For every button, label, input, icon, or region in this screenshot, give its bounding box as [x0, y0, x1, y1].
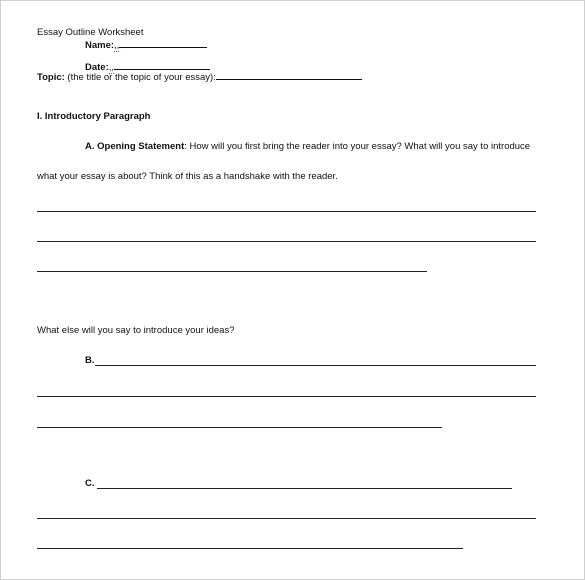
item-c-label: C.	[85, 478, 95, 489]
date-field[interactable]	[114, 60, 210, 70]
answer-line[interactable]	[37, 271, 427, 272]
item-a-prompt-2: what your essay is about? Think of this as a handshake with the reader.	[37, 171, 338, 182]
question-2: What else will you say to introduce your ideas?	[37, 325, 235, 336]
item-a-label: A. Opening Statement	[85, 141, 185, 152]
worksheet-title: Essay Outline Worksheet	[37, 27, 144, 38]
item-a-prompt-1: : How will you first bring the reader into your essay? What will you say to introduce	[184, 141, 531, 152]
topic-field[interactable]	[216, 70, 362, 80]
name-row	[85, 38, 207, 52]
name-label: Name:	[85, 40, 115, 51]
name-field[interactable]	[119, 38, 207, 48]
name-suffix: ,,	[114, 40, 120, 51]
answer-line[interactable]	[37, 396, 536, 397]
answer-line[interactable]	[37, 427, 442, 428]
topic-hint: (the title or the topic of your essay):	[64, 72, 216, 83]
item-a-line1	[85, 141, 530, 153]
answer-line[interactable]	[95, 365, 536, 366]
answer-line[interactable]	[97, 488, 512, 489]
topic-row	[37, 70, 362, 84]
section-heading: I. Introductory Paragraph	[37, 111, 151, 122]
answer-line[interactable]	[37, 518, 536, 519]
date-suffix: ,,	[108, 62, 115, 73]
date-label: Date:	[85, 62, 109, 73]
item-b-label: B.	[85, 355, 95, 366]
answer-line[interactable]	[37, 548, 463, 549]
answer-line[interactable]	[37, 211, 536, 212]
topic-label: Topic:	[37, 72, 65, 83]
answer-line[interactable]	[37, 241, 536, 242]
